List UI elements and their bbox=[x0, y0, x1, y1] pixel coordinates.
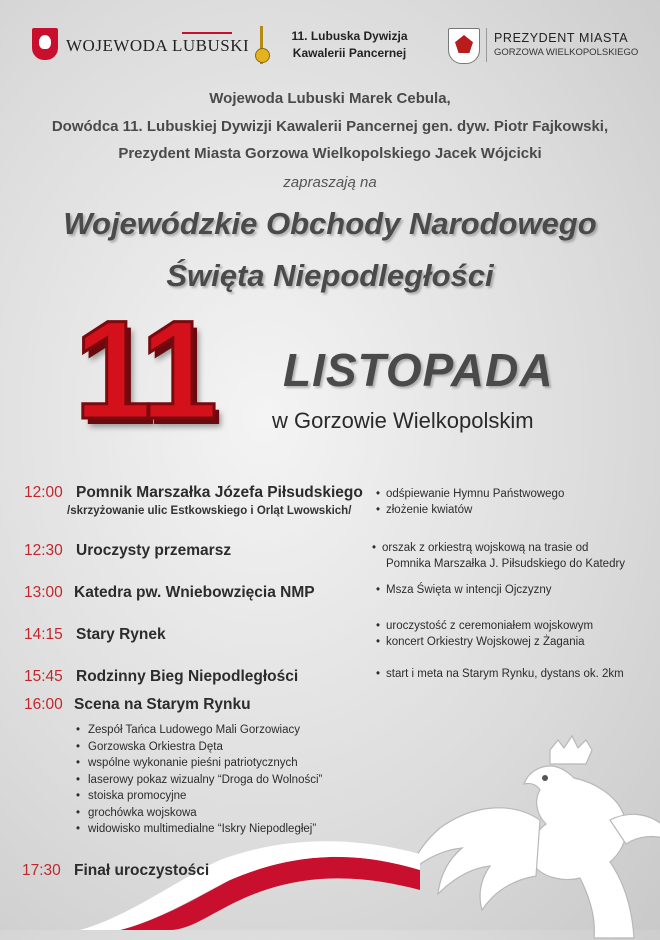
details-1545 bbox=[376, 666, 624, 682]
details-1230 bbox=[372, 540, 625, 572]
time-1545: 15:45 bbox=[24, 668, 63, 685]
coat-of-arms-icon bbox=[448, 28, 480, 64]
time-1200: 12:00 bbox=[24, 484, 63, 501]
month-name: LISTOPADA bbox=[283, 344, 554, 396]
list-item: • Zespół Tańca Ludowego Mali Gorzowiacy bbox=[76, 722, 322, 739]
details-1200 bbox=[376, 486, 564, 518]
detail-item: • start i meta na Starym Rynku, dystans ok. 2km bbox=[376, 668, 624, 680]
day-number: 11 bbox=[74, 291, 214, 448]
list-item: • grochówka wojskowa bbox=[76, 805, 322, 822]
time-1230: 12:30 bbox=[24, 542, 63, 559]
place-pomnik: Pomnik Marszałka Józefa Piłsudskiego bbox=[76, 484, 363, 501]
details-1415 bbox=[376, 618, 593, 650]
inviter-3: Prezydent Miasta Gorzowa Wielkopolskiego Jacek Wójcicki bbox=[118, 145, 542, 162]
lance-emblem-icon bbox=[254, 26, 270, 64]
list-item: • widowisko multimedialne “Iskry Niepodległej” bbox=[76, 821, 322, 838]
dywizja-line2: Kawalerii Pancernej bbox=[292, 46, 407, 60]
prezydent-line1: PREZYDENT MIASTA bbox=[494, 31, 629, 45]
place-stary-rynek: Stary Rynek bbox=[76, 626, 166, 643]
dywizja-logo bbox=[254, 26, 424, 68]
detail-item: • złożenie kwiatów bbox=[376, 504, 473, 516]
eagle-shield-icon bbox=[32, 28, 58, 60]
list-item: • Gorzowska Orkiestra Dęta bbox=[76, 739, 322, 756]
logo-divider bbox=[486, 28, 487, 62]
detail-item: • odśpiewanie Hymnu Państwowego bbox=[376, 488, 565, 500]
invite-text: zapraszają na bbox=[283, 174, 377, 191]
detail-item: • koncert Orkiestry Wojskowej z Żagania bbox=[376, 636, 585, 648]
time-1415: 14:15 bbox=[24, 626, 63, 643]
place-bieg: Rodzinny Bieg Niepodległości bbox=[76, 668, 299, 685]
title-line1: Wojewódzkie Obchody Narodowego bbox=[63, 206, 597, 241]
flag-ribbon-icon bbox=[0, 840, 420, 930]
inviter-2: Dowódca 11. Lubuskiej Dywizji Kawalerii Pancernej gen. dyw. Piotr Fajkowski, bbox=[51, 118, 609, 135]
detail-item: • uroczystość z ceremoniałem wojskowym bbox=[376, 620, 594, 632]
dywizja-line1: 11. Lubuska Dywizja bbox=[291, 29, 408, 43]
prezydent-line2: GORZOWA WIELKOPOLSKIEGO bbox=[494, 47, 639, 58]
dywizja-logo-text bbox=[282, 28, 417, 62]
detail-item: • Msza Święta w intencji Ojczyzny bbox=[376, 584, 552, 596]
place-scena: Scena na Starym Rynku bbox=[74, 696, 251, 713]
wojewoda-logo bbox=[32, 28, 250, 64]
place-pomnik-address: /skrzyżowanie ulic Estkowskiego i Orląt Lwowskich/ bbox=[67, 505, 352, 517]
inviter-1: Wojewoda Lubuski Marek Cebula, bbox=[209, 90, 451, 107]
title-line2: Święta Niepodległości bbox=[166, 258, 494, 293]
time-1730: 17:30 bbox=[22, 862, 61, 879]
city-name: w Gorzowie Wielkopolskim bbox=[272, 408, 534, 433]
logo-row bbox=[0, 26, 660, 70]
scena-program-list bbox=[76, 722, 322, 838]
logo-accent-bar bbox=[182, 32, 232, 34]
time-1300: 13:00 bbox=[24, 584, 63, 601]
detail-item: • orszak z orkiestrą wojskową na trasie od bbox=[372, 542, 589, 554]
white-eagle-icon bbox=[400, 710, 660, 940]
place-katedra: Katedra pw. Wniebowzięcia NMP bbox=[74, 584, 315, 601]
detail-item: Pomnika Marszałka J. Piłsudskiego do Katedry bbox=[386, 558, 626, 570]
list-item: • wspólne wykonanie pieśni patriotycznych bbox=[76, 755, 322, 772]
prezydent-logo bbox=[448, 26, 638, 68]
list-item: • stoiska promocyjne bbox=[76, 788, 322, 805]
details-1300 bbox=[376, 582, 552, 598]
place-przemarsz: Uroczysty przemarsz bbox=[76, 542, 232, 559]
place-final: Finał uroczystości bbox=[74, 862, 210, 879]
list-item: • laserowy pokaz wizualny “Droga do Wolności” bbox=[76, 772, 322, 789]
wojewoda-logo-text: WOJEWODA LUBUSKI bbox=[66, 36, 250, 55]
time-1600: 16:00 bbox=[24, 696, 63, 713]
